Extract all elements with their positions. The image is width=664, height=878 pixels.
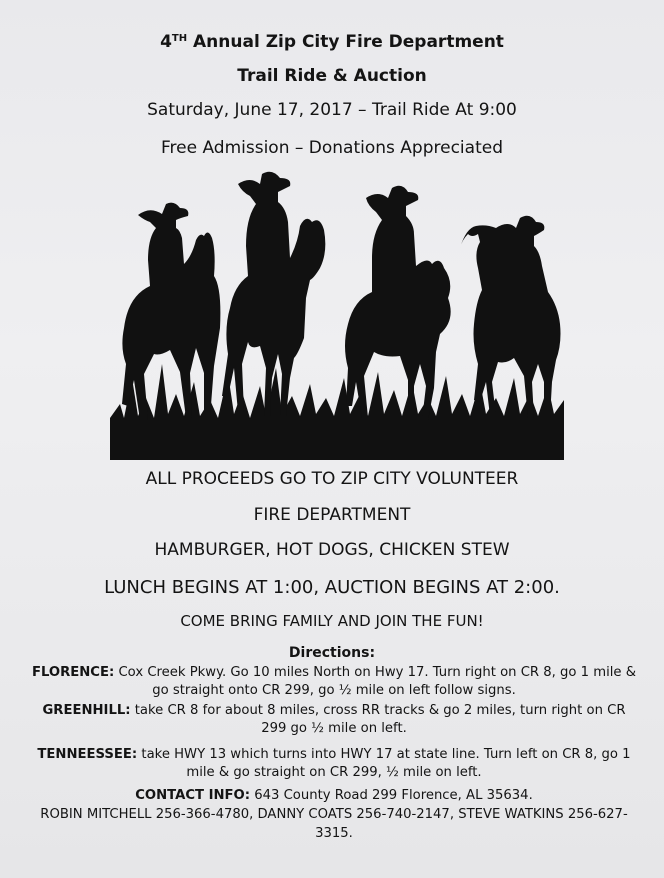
invite-line: COME BRING FAMILY AND JOIN THE FUN! bbox=[180, 612, 484, 630]
contact-address: 643 County Road 299 Florence, AL 35634. bbox=[250, 788, 533, 803]
directions-greenhill bbox=[28, 702, 640, 738]
contact-info bbox=[40, 786, 628, 843]
directions-tennessee bbox=[28, 746, 640, 782]
event-subtitle: Trail Ride & Auction bbox=[237, 66, 427, 86]
food-menu: HAMBURGER, HOT DOGS, CHICKEN STEW bbox=[154, 540, 510, 560]
proceeds-line-cont: FIRE DEPARTMENT bbox=[253, 505, 411, 525]
direction-text: take CR 8 for about 8 miles, cross RR tracks & go 2 miles, turn right on CR 299 go ½ mile on left. bbox=[130, 703, 626, 736]
direction-text: Cox Creek Pkwy. Go 10 miles North on Hwy 17. Turn right on CR 8, go 1 mile & go straight onto CR 299, go ½ mile on left follow signs. bbox=[114, 665, 637, 698]
directions-florence bbox=[28, 664, 640, 700]
admission-note: Free Admission – Donations Appreciated bbox=[160, 138, 503, 158]
directions-heading: Directions: bbox=[288, 645, 376, 661]
event-title: 4TH Annual Zip City Fire Department bbox=[160, 32, 504, 52]
proceeds-line: ALL PROCEEDS GO TO ZIP CITY VOLUNTEER bbox=[145, 469, 519, 489]
direction-text: take HWY 13 which turns into HWY 17 at state line. Turn left on CR 8, go 1 mile & go straight on CR 299, ½ mile on left. bbox=[137, 747, 631, 780]
contact-label: CONTACT INFO: bbox=[135, 788, 251, 803]
horseback-riders-silhouette-icon bbox=[110, 168, 564, 460]
contact-people: ROBIN MITCHELL 256-366-4780, DANNY COATS 256-740-2147, STEVE WATKINS 256-627-3315. bbox=[40, 807, 628, 841]
schedule-times: LUNCH BEGINS AT 1:00, AUCTION BEGINS AT 2:00. bbox=[104, 577, 560, 598]
event-date: Saturday, June 17, 2017 – Trail Ride At 9:00 bbox=[147, 100, 517, 120]
direction-label: TENNEESSEE: bbox=[37, 747, 138, 762]
direction-label: GREENHILL: bbox=[42, 703, 131, 718]
direction-label: FLORENCE: bbox=[31, 665, 115, 680]
